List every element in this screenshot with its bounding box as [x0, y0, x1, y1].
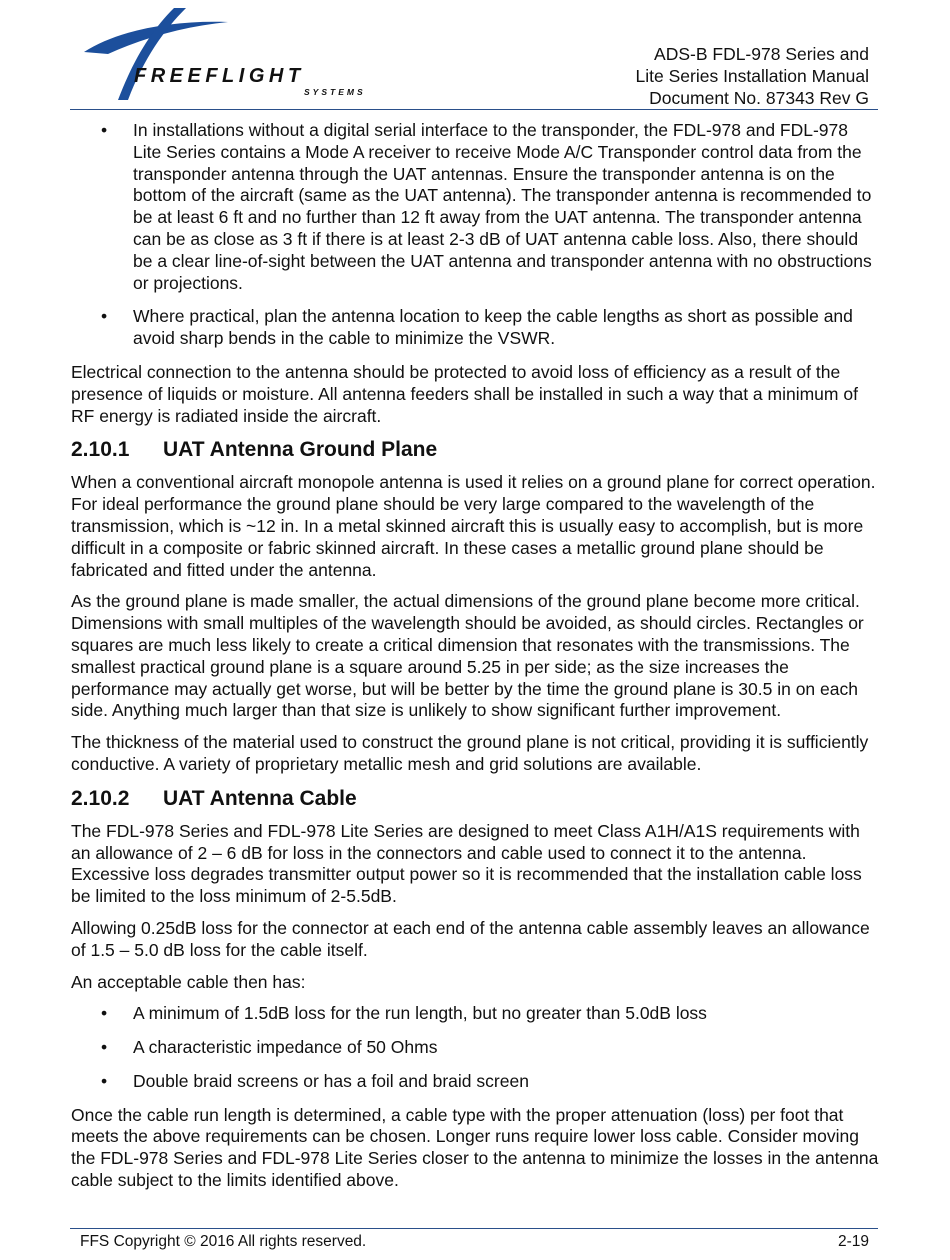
footer-divider: [70, 1228, 878, 1229]
freeflight-logo: [78, 8, 378, 103]
section-heading-antenna-cable: [71, 786, 881, 812]
document-info: [636, 43, 869, 109]
section-number: 2.10.1: [71, 438, 130, 462]
list-item: [71, 120, 881, 294]
list-item-text: In installations without a digital serial interface to the transponder, the FDL-978 and FDL-978 Lite Series contains a Mode A receiver to receive Mode A/C Transponder control data from the transponder antenna through the UAT antennas. Ensure the transponder antenna is on the bottom of the aircraft (same as the UAT antenna). The transponder antenna is recommended to be at least 6 ft and no further than 12 ft away from the UAT antenna. The transponder antenna can be as close as 3 ft if there is at least 2-3 dB of UAT antenna cable loss. Also, there should be a clear line-of-sight between the UAT antenna and transponder antenna with no obstructions or projections.: [133, 120, 872, 293]
bullet-icon: •: [101, 120, 108, 140]
paragraph: An acceptable cable then has:: [71, 971, 306, 992]
page-number: 2-19: [837, 1233, 869, 1250]
paragraph-electrical: Electrical connection to the antenna should be protected to avoid loss of efficiency as a result of the presence of liquids or moisture. All antenna feeders shall be installed in such a way that a minimum of RF energy is radiated inside the aircraft.: [71, 361, 858, 426]
copyright-notice: FFS Copyright © 2016 All rights reserved.: [80, 1233, 367, 1250]
paragraph: As the ground plane is made smaller, the actual dimensions of the ground plane become more critical. Dimensions with small multiples of the wavelength should be avoided, as should circles. Rectangles or squares are much less likely to create a critical dimension that resonates with the transmissions. The smallest practical ground plane is a square around 5.25 in per side; as the size increases the performance may actually get worse, but will be better by the time the ground plane is 30.5 in on each side. Anything much larger than that size is unlikely to show significant further improvement.: [71, 591, 864, 721]
cable-requirements-list: [71, 1003, 881, 1092]
paragraph: The FDL-978 Series and FDL-978 Lite Series are designed to meet Class A1H/A1S requirements with an allowance of 2 – 6 dB for loss in the connectors and cable used to connect it to the antenna. Excessive loss degrades transmitter output power so it is recommended that the installation cable loss be limited to the loss minimum of 2-5.5dB.: [71, 820, 862, 907]
paragraph: The thickness of the material used to construct the ground plane is not critical, providing it is sufficiently conductive. A variety of proprietary metallic mesh and grid solutions are available.: [71, 732, 869, 774]
bullet-icon: •: [101, 1003, 108, 1024]
bullet-icon: •: [101, 1037, 108, 1058]
list-item-text: Where practical, plan the antenna location to keep the cable lengths as short as possible and avoid sharp bends in the cable to minimize the VSWR.: [133, 306, 853, 349]
header-divider: [70, 109, 878, 110]
list-item-text: A minimum of 1.5dB loss for the run length, but no greater than 5.0dB loss: [133, 1003, 707, 1024]
list-item-text: Double braid screens or has a foil and braid screen: [133, 1070, 529, 1091]
doc-number: Document No. 87343 Rev G: [649, 88, 869, 108]
list-item: [71, 1003, 881, 1025]
list-item: [71, 306, 881, 350]
paragraph: When a conventional aircraft monopole antenna is used it relies on a ground plane for correct operation. For ideal performance the ground plane should be very large compared to the wavelength of the transmission, which is ~12 in. In a metal skinned aircraft this is usually easy to accomplish, but is more difficult in a composite or fabric skinned aircraft. In these cases a metallic ground plane should be fabricated and fitted under the antenna.: [71, 472, 876, 580]
section-heading-ground-plane: [71, 437, 881, 463]
bullet-icon: •: [101, 1070, 108, 1091]
doc-title-line1: ADS-B FDL-978 Series and: [654, 44, 869, 64]
logo-wordmark: FREEFLIGHT: [134, 65, 305, 87]
list-item: [71, 1071, 881, 1093]
logo-subtext: SYSTEMS: [304, 87, 366, 97]
installation-bullets: [71, 120, 881, 350]
paragraph-closing: Once the cable run length is determined, a cable type with the proper attenuation (loss) per foot that meets the above requirements can be chosen. Longer runs require lower loss cable. Consider moving the FDL-978 Series and FDL-978 Lite Series closer to the antenna to minimize the losses in the antenna cable subject to the limits identified above.: [71, 1104, 879, 1191]
page-header: [0, 0, 950, 112]
section-number: 2.10.2: [71, 786, 130, 810]
doc-title-line2: Lite Series Installation Manual: [635, 66, 869, 86]
page-body: [71, 120, 881, 1202]
section-title: UAT Antenna Ground Plane: [163, 438, 438, 462]
bullet-icon: •: [101, 306, 108, 327]
section-title: UAT Antenna Cable: [163, 786, 357, 810]
paragraph: Allowing 0.25dB loss for the connector at each end of the antenna cable assembly leaves an allowance of 1.5 – 5.0 dB loss for the cable itself.: [71, 917, 870, 960]
list-item: [71, 1037, 881, 1059]
list-item-text: A characteristic impedance of 50 Ohms: [133, 1037, 438, 1058]
